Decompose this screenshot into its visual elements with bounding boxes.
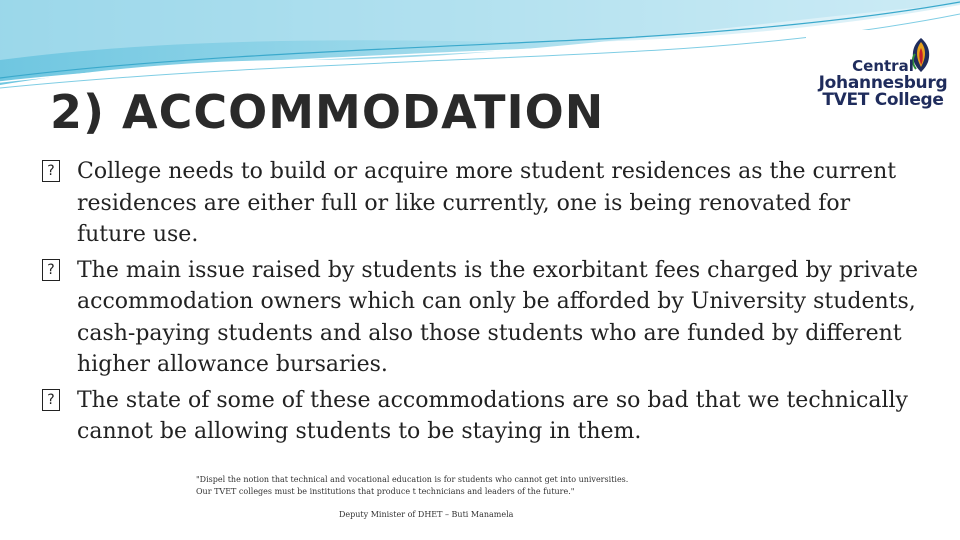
quote-line-1: "Dispel the notion that technical and vocational education is for students who cannot get into universities. [196, 475, 629, 484]
bullet-item [42, 255, 922, 381]
logo-line-johannesburg: Johannesburg [818, 73, 948, 93]
bullet-item [42, 385, 922, 448]
bullet-text: The state of some of these accommodations are so bad that we technically cannot be allowing students to be staying in them. [77, 387, 908, 444]
bullet-marker-icon: ? [42, 160, 60, 182]
bullet-text: The main issue raised by students is the exorbitant fees charged by private accommodation owners which can only be afforded by University students, cash-paying students and also those students who are funded by different higher allowance bursaries. [77, 257, 919, 377]
logo-line-central: Central [852, 57, 914, 75]
quote-author: Deputy Minister of DHET – Buti Manamela [339, 510, 514, 519]
quote-line-2: Our TVET colleges must be institutions that produce t technicians and leaders of the future." [196, 487, 575, 496]
college-logo [806, 30, 960, 128]
slide-title: 2) ACCOMMODATION [50, 85, 605, 139]
bullet-text: College needs to build or acquire more student residences as the current residences are either full or like currently, one is being renovated for future use. [77, 159, 897, 247]
college-logo-text [816, 58, 950, 109]
quote-block [196, 474, 628, 498]
bullet-marker-icon: ? [42, 389, 60, 411]
bullet-list [42, 156, 922, 452]
bullet-marker-icon: ? [42, 259, 60, 281]
logo-line-tvet: TVET College [822, 90, 944, 110]
bullet-item [42, 156, 922, 251]
